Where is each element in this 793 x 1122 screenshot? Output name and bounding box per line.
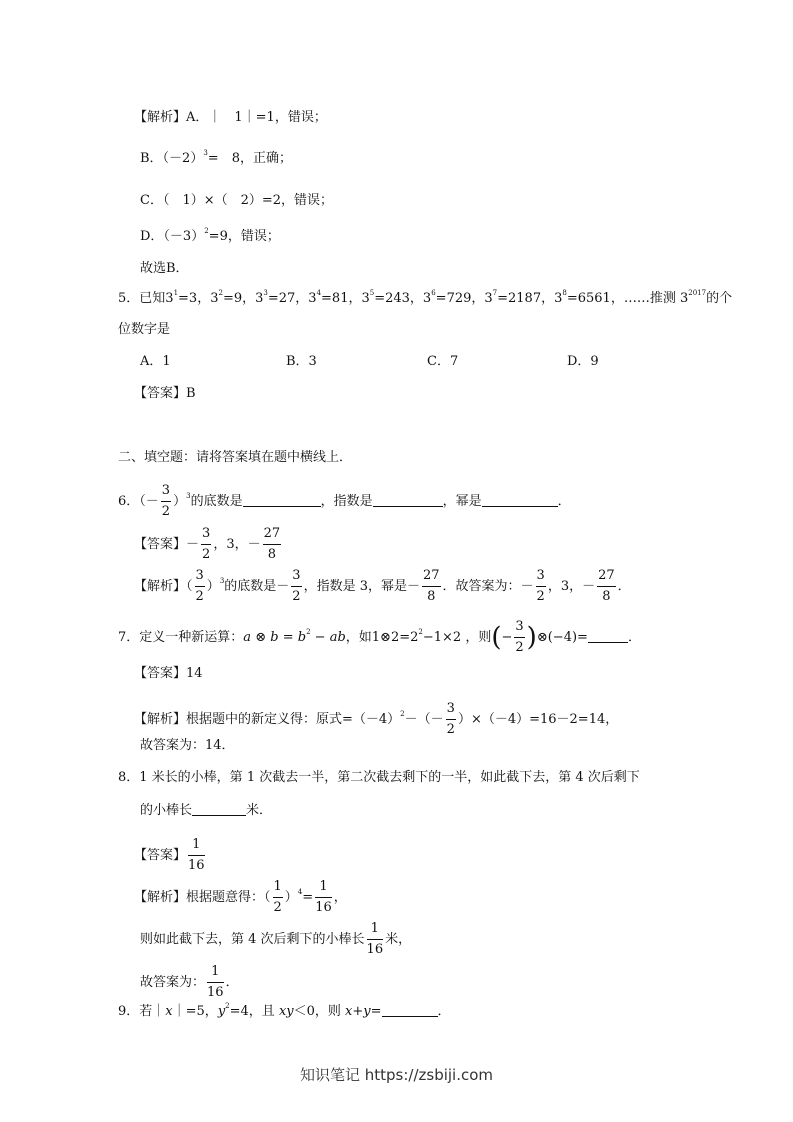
frac-num: 3 bbox=[536, 567, 546, 587]
q6-an-fraction-ans1 bbox=[536, 567, 546, 606]
q7-end: ． bbox=[627, 630, 641, 645]
q6-exp: 3 bbox=[186, 492, 191, 500]
q6-stem bbox=[118, 482, 571, 521]
q6-ans-neg: － bbox=[186, 537, 200, 552]
q7-analysis-post: ）×（－4）=16－2=14， bbox=[457, 712, 619, 727]
frac-num: 27 bbox=[597, 567, 616, 587]
q9-blank bbox=[382, 1004, 438, 1017]
q7-paren-open: ( bbox=[491, 622, 502, 653]
q6-an-t5: ． bbox=[617, 579, 631, 594]
q4-d-exp: 2 bbox=[204, 227, 209, 235]
q5-stem-exp: 8 bbox=[562, 289, 567, 297]
q5-stem-exp: 3 bbox=[263, 289, 268, 297]
q7-blank bbox=[588, 630, 628, 643]
q6-blank-base bbox=[243, 494, 321, 507]
q6-frac-num: 3 bbox=[161, 482, 171, 502]
q4-conclusion: 故选B． bbox=[140, 261, 189, 276]
q7-formula-exp: 2 bbox=[306, 628, 311, 636]
q5-option-a: A．1 bbox=[140, 354, 171, 369]
q9-x2: x bbox=[345, 1004, 353, 1019]
frac-num: 3 bbox=[446, 700, 456, 720]
frac-den: 2 bbox=[515, 640, 524, 655]
q6-open: （－ bbox=[139, 494, 159, 509]
q4-d-post: =9，错误； bbox=[208, 229, 280, 244]
frac-num: 1 bbox=[188, 836, 205, 856]
footer-watermark: 知识笔记 https://zsbiji.com bbox=[299, 1066, 494, 1084]
frac-num: 1 bbox=[207, 963, 224, 983]
q7-stem bbox=[118, 618, 641, 657]
frac-num: 1 bbox=[273, 878, 283, 898]
q6-an-t2: ，指数是 3，幂是－ bbox=[303, 579, 420, 594]
q5-stem-exp: 2017 bbox=[688, 289, 707, 297]
q4-b-exp: 3 bbox=[203, 149, 208, 157]
q9-end: ． bbox=[437, 1004, 451, 1019]
frac-num: 3 bbox=[514, 618, 524, 638]
q9-y2: y bbox=[363, 1004, 371, 1019]
q6-an-exp: 3 bbox=[219, 577, 225, 585]
q7-analysis-fraction bbox=[446, 700, 456, 739]
q8-line2-pre: 则如此截下去，第 4 次后剩下的小棒长 bbox=[140, 932, 365, 947]
q8-half-fraction bbox=[273, 878, 283, 917]
q4-d-pre: D．（－3） bbox=[140, 229, 205, 244]
frac-num: 1 bbox=[367, 920, 384, 940]
q6-ans-fraction-1 bbox=[201, 525, 211, 564]
q8-end-comma: ， bbox=[333, 890, 347, 905]
q9-xy: xy bbox=[278, 1004, 294, 1019]
q5-stem-line2: 位数字是 bbox=[118, 322, 171, 337]
frac-den: 16 bbox=[366, 942, 384, 957]
q9-p4: ＜0，则 bbox=[293, 1004, 346, 1019]
q5-stem-exp: 1 bbox=[173, 289, 179, 297]
q7-example-exp: 2 bbox=[418, 628, 423, 636]
q6-analysis-label: 【解析】（ bbox=[134, 579, 193, 594]
q7-formula-ab: ab bbox=[329, 630, 346, 645]
q5-stem-exp: 7 bbox=[492, 289, 498, 297]
q5-option-b: B．3 bbox=[286, 354, 317, 369]
q5-stem-exp: 2 bbox=[218, 289, 223, 297]
q9-y-exp: 2 bbox=[225, 1002, 230, 1010]
section-title: 二、填空题：请将答案填在题中横线上． bbox=[118, 450, 353, 465]
q5-stem-text: =729，3 bbox=[435, 291, 493, 306]
q5-stem-text: 的个 bbox=[706, 291, 733, 306]
q8-stem-text: 1 米长的小棒，第 1 次截去一半，第二次截去剩下的一半，如此截下去，第 4 次后剩下 bbox=[139, 770, 640, 785]
q7-eq: = bbox=[577, 630, 588, 645]
q7-analysis-pre: 【解析】根据题中的新定义得：原式=（－4） bbox=[134, 712, 401, 727]
q8-line2-post: 米， bbox=[385, 932, 412, 947]
q5-answer: 【答案】B bbox=[134, 386, 196, 401]
frac-num: 1 bbox=[315, 878, 332, 898]
frac-den: 16 bbox=[315, 900, 332, 915]
q6-ans-fraction-2 bbox=[263, 525, 282, 564]
q6-an-t3: ．故答案为：－ bbox=[442, 579, 534, 594]
q9-number: 9． bbox=[118, 1004, 140, 1019]
q8-answer-label: 【答案】 bbox=[134, 848, 187, 863]
q5-option-d: D．9 bbox=[567, 354, 599, 369]
q9-p3: =4，且 bbox=[229, 1004, 279, 1019]
q7-answer: 【答案】14 bbox=[134, 666, 203, 681]
q7-analysis-exp: 2 bbox=[400, 710, 405, 718]
frac-den: 2 bbox=[202, 547, 211, 562]
frac-den: 16 bbox=[188, 858, 205, 873]
q4-option-c: C．（ 1）×（ 2）=2，错误； bbox=[140, 193, 334, 208]
frac-num: 3 bbox=[195, 567, 205, 587]
q8-stem-line2-post: 米． bbox=[246, 803, 273, 818]
frac-den: 8 bbox=[602, 589, 611, 604]
frac-den: 2 bbox=[446, 722, 455, 737]
q6-t1: 的底数是 bbox=[190, 494, 243, 509]
frac-den: 2 bbox=[195, 589, 204, 604]
q8-number: 8． bbox=[118, 770, 140, 785]
frac-num: 3 bbox=[201, 525, 211, 545]
q5-stem-text: =9，3 bbox=[222, 291, 264, 306]
q5-stem-exp: 5 bbox=[369, 289, 375, 297]
q6-blank-exponent bbox=[373, 494, 443, 507]
q9-p5: = bbox=[370, 1004, 382, 1019]
frac-den: 2 bbox=[273, 900, 282, 915]
q5-stem-text: =3，3 bbox=[178, 291, 219, 306]
q5-stem-text: 已知3 bbox=[139, 291, 174, 306]
q7-formula-minus: − bbox=[310, 630, 330, 645]
q4-option-b bbox=[140, 150, 292, 168]
q8-analysis-pre: 【解析】根据题意得：（ bbox=[134, 890, 271, 905]
q6-an-fraction-power bbox=[422, 567, 441, 606]
q6-t2: ，指数是 bbox=[320, 494, 373, 509]
q7-neg4: (−4) bbox=[547, 630, 578, 645]
q8-answer bbox=[134, 836, 207, 875]
q6-an-fraction bbox=[195, 567, 205, 606]
q8-line2-fraction bbox=[367, 920, 384, 959]
q8-conclusion bbox=[140, 963, 239, 1002]
q5-stem-text: =2187，3 bbox=[497, 291, 563, 306]
q8-analysis-close: ） bbox=[284, 890, 298, 905]
q8-end-dot: ． bbox=[225, 975, 239, 990]
q7-example: ，如1⊗2=2 bbox=[345, 630, 419, 645]
q8-analysis-line2 bbox=[140, 920, 411, 959]
q5-option-c: C．7 bbox=[427, 354, 459, 369]
q5-stem-text: =27，3 bbox=[267, 291, 317, 306]
q5-number: 5． bbox=[118, 291, 140, 306]
q8-result-fraction bbox=[315, 878, 332, 917]
q4-b-post: = 8，正确； bbox=[207, 151, 292, 166]
q7-stem-text: 定义一种新运算： bbox=[139, 630, 244, 645]
frac-den: 16 bbox=[207, 985, 224, 1000]
q7-fraction bbox=[514, 618, 524, 657]
q8-analysis-exp: 4 bbox=[297, 888, 303, 896]
q4-b-pre: B．（－2） bbox=[140, 151, 204, 166]
q4-option-d bbox=[140, 228, 280, 246]
q8-stem-line2-pre: 的小棒长 bbox=[140, 803, 193, 818]
q8-stem bbox=[118, 769, 640, 787]
q5-stem-text: =243，3 bbox=[374, 291, 432, 306]
q6-an-t1: 的底数是－ bbox=[224, 579, 290, 594]
q9-y1: y bbox=[217, 1004, 226, 1019]
q6-an-close: ） bbox=[206, 579, 220, 594]
q9-plus: + bbox=[352, 1004, 364, 1019]
q6-an-fraction-base bbox=[291, 567, 301, 606]
q7-formula-b2: b bbox=[297, 630, 307, 645]
frac-den: 8 bbox=[427, 589, 436, 604]
frac-den: 2 bbox=[292, 589, 301, 604]
q7-number: 7． bbox=[118, 630, 140, 645]
q8-blank bbox=[192, 803, 246, 816]
q6-close: ） bbox=[173, 494, 187, 509]
q9-stem bbox=[118, 1003, 451, 1021]
q7-example-rest: −1×2 ，则 bbox=[422, 630, 492, 645]
q8-conclusion-fraction bbox=[207, 963, 224, 1002]
q6-frac-den: 2 bbox=[161, 504, 171, 519]
q6-answer bbox=[134, 525, 283, 564]
q7-conclusion: 故答案为：14． bbox=[140, 738, 235, 753]
q7-formula-eq: = bbox=[278, 630, 298, 645]
q7-formula-b: b bbox=[270, 630, 279, 645]
frac-den: 8 bbox=[267, 547, 276, 562]
q5-stem bbox=[118, 290, 732, 308]
q7-formula-a: a bbox=[243, 630, 252, 645]
q7-otimes: ⊗ bbox=[536, 630, 548, 645]
q8-conclusion-text: 故答案为： bbox=[140, 975, 206, 990]
q9-p2: ｜=5， bbox=[172, 1004, 218, 1019]
q8-analysis-eq: = bbox=[302, 890, 314, 905]
q9-p1: 若｜ bbox=[139, 1004, 166, 1019]
q6-ans-sep: ，3，－ bbox=[213, 537, 261, 552]
frac-num: 27 bbox=[263, 525, 282, 545]
q6-number: 6． bbox=[118, 494, 140, 509]
q5-stem-exp: 4 bbox=[316, 289, 322, 297]
q6-answer-label: 【答案】 bbox=[134, 537, 187, 552]
frac-den: 2 bbox=[536, 589, 545, 604]
q6-an-t4: ，3，－ bbox=[547, 579, 596, 594]
q6-blank-power bbox=[482, 494, 558, 507]
q5-stem-text: =6561，……推测 3 bbox=[566, 291, 689, 306]
q8-analysis bbox=[134, 878, 347, 917]
q8-stem-line2 bbox=[140, 802, 272, 820]
q7-formula-op: ⊗ bbox=[251, 630, 271, 645]
frac-num: 27 bbox=[422, 567, 441, 587]
q5-stem-text: =81，3 bbox=[321, 291, 370, 306]
q4-analysis-a: 【解析】A．｜ 1｜=1，错误； bbox=[134, 110, 327, 125]
q8-answer-fraction bbox=[188, 836, 205, 875]
q7-analysis bbox=[134, 700, 618, 739]
q6-an-fraction-ans3 bbox=[597, 567, 616, 606]
q6-fraction bbox=[161, 482, 171, 521]
q6-t3: ，幂是 bbox=[442, 494, 482, 509]
q5-stem-exp: 6 bbox=[431, 289, 436, 297]
q7-paren-close: ) bbox=[526, 622, 537, 653]
q7-neg: − bbox=[501, 630, 513, 645]
frac-num: 3 bbox=[291, 567, 301, 587]
q6-analysis bbox=[134, 567, 631, 606]
q9-x1: x bbox=[165, 1004, 173, 1019]
q6-t4: ． bbox=[557, 494, 571, 509]
q7-analysis-mid: －（－ bbox=[404, 712, 444, 727]
